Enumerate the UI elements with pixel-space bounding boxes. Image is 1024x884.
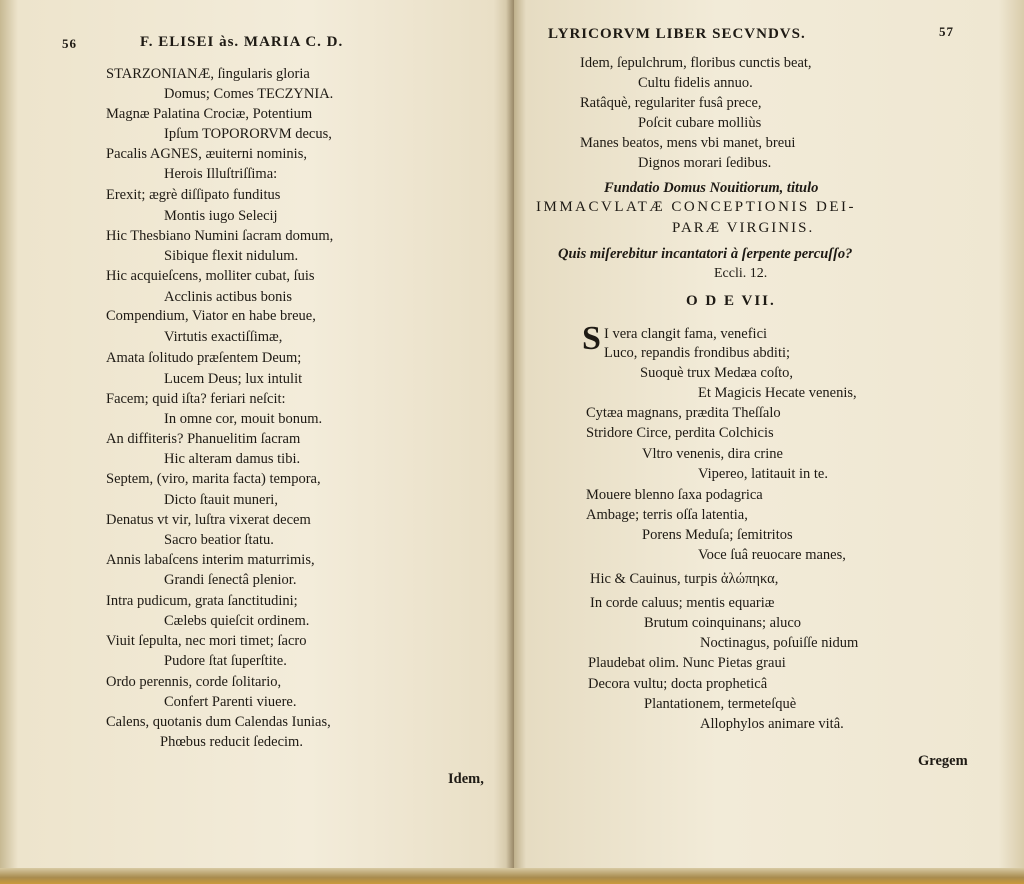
epigraph-reference: Eccli. 12. <box>714 266 768 281</box>
verse-line: I vera clangit fama, venefici <box>604 326 768 342</box>
text-line: An diffiteris? Phanuelitim ſacram <box>106 431 301 447</box>
drop-cap: S <box>582 320 601 357</box>
running-head: LYRICORVM LIBER SECVNDVS. <box>548 26 806 42</box>
verse-line: Allophylos animare vitâ. <box>700 716 844 732</box>
text-line: Dignos morari ſedibus. <box>638 155 772 171</box>
right-page <box>514 0 1024 884</box>
text-line: Pudore ſtat ſuperſtite. <box>164 653 287 669</box>
page-number: 56 <box>62 36 77 51</box>
text-line: Dicto ſtauit muneri, <box>164 492 278 508</box>
text-line: STARZONIANÆ, ſingularis gloria <box>106 66 310 82</box>
running-head: F. ELISEI às. MARIA C. D. <box>140 34 344 50</box>
text-line: Cultu fidelis annuo. <box>638 75 753 91</box>
text-line: Intra pudicum, grata ſanctitudini; <box>106 593 298 609</box>
verse-line: Brutum coinquinans; aluco <box>644 615 802 631</box>
text-line: Domus; Comes TECZYNIA. <box>164 86 334 102</box>
epigraph: Quis miſerebitur incantatori à ſerpente percuſſo? <box>558 246 853 262</box>
text-line: Magnæ Palatina Crociæ, Potentium <box>106 106 313 122</box>
verse-line: Luco, repandis frondibus abditi; <box>604 345 791 361</box>
text-line: Grandi ſenectâ plenior. <box>164 572 297 588</box>
text-line: Sibique flexit nidulum. <box>164 248 299 264</box>
verse-line: In corde caluus; mentis equariæ <box>590 595 775 611</box>
text-line: Septem, (viro, marita facta) tempora, <box>106 471 321 487</box>
text-line: In omne cor, mouit bonum. <box>164 411 323 427</box>
verse-line: Decora vultu; docta propheticâ <box>588 676 768 692</box>
verse-line: Vltro venenis, dira crine <box>642 446 783 462</box>
text-line: Ordo perennis, corde ſolitario, <box>106 674 282 690</box>
text-line: Phœbus reducit ſedecim. <box>160 734 303 750</box>
catchword: Idem, <box>448 771 484 787</box>
text-line: Acclinis actibus bonis <box>164 289 293 305</box>
text-line: Pacalis AGNES, æuiterni nominis, <box>106 146 307 162</box>
dedication-title-2: PARÆ VIRGINIS. <box>672 220 815 236</box>
catchword: Gregem <box>918 753 968 769</box>
ode-title: O D E VII. <box>686 293 776 309</box>
text-line: Facem; quid iſta? feriari neſcit: <box>106 391 286 407</box>
text-line: Virtutis exactiſſimæ, <box>164 329 283 345</box>
verse-line: Cytæa magnans, prædita Theſſalo <box>586 405 781 421</box>
text-line: Hic alteram damus tibi. <box>164 451 301 467</box>
verse-line: Vipereo, latitauit in te. <box>698 466 828 482</box>
foundation-subheading: Fundatio Domus Nouitiorum, titulo <box>604 180 819 196</box>
text-line: Amata ſolitudo præſentem Deum; <box>106 350 302 366</box>
text-line: Montis iugo Selecij <box>164 208 278 224</box>
text-line: Cælebs quieſcit ordinem. <box>164 613 310 629</box>
verse-line: Suoquè trux Medæa coſto, <box>640 365 794 381</box>
text-line: Ratâquè, regulariter fusâ prece, <box>580 95 762 111</box>
text-line: Annis labaſcens interim maturrimis, <box>106 552 315 568</box>
text-line: Manes beatos, mens vbi manet, breui <box>580 135 796 151</box>
verse-line: Ambage; terris oſſa latentia, <box>586 507 748 523</box>
verse-line: Porens Meduſa; ſemitritos <box>642 527 793 543</box>
dedication-title: IMMACVLATÆ CONCEPTIONIS DEI- <box>536 199 856 215</box>
book-bottom-edge <box>0 868 1024 884</box>
text-line: Erexit; ægrè diſſipato funditus <box>106 187 281 203</box>
text-line: Sacro beatior ſtatu. <box>164 532 274 548</box>
text-line: Denatus vt vir, luſtra vixerat decem <box>106 512 311 528</box>
verse-line: Stridore Circe, perdita Colchicis <box>586 425 774 441</box>
text-line: Compendium, Viator en habe breue, <box>106 308 316 324</box>
verse-line: Plantationem, termeteſquè <box>644 696 797 712</box>
text-line: Confert Parenti viuere. <box>164 694 297 710</box>
verse-line: Noctinagus, poſuiſſe nidum <box>700 635 859 651</box>
verse-line: Mouere blenno ſaxa podagrica <box>586 487 763 503</box>
text-line: Idem, ſepulchrum, floribus cunctis beat, <box>580 55 812 71</box>
text-line: Lucem Deus; lux intulit <box>164 371 303 387</box>
text-line: Hic Thesbiano Numini ſacram domum, <box>106 228 334 244</box>
verse-line: Et Magicis Hecate venenis, <box>698 385 857 401</box>
verse-line: Hic & Cauinus, turpis ἀλώπηκα, <box>590 571 779 587</box>
text-line: Viuit ſepulta, nec mori timet; ſacro <box>106 633 307 649</box>
verse-line: Voce ſuâ reuocare manes, <box>698 547 846 563</box>
verse-line: Plaudebat olim. Nunc Pietas graui <box>588 655 786 671</box>
text-line: Ipſum TOPORORVM decus, <box>164 126 332 142</box>
text-line: Poſcit cubare molliùs <box>638 115 762 131</box>
text-line: Herois Illuſtriſſima: <box>164 166 278 182</box>
text-line: Hic acquieſcens, molliter cubat, ſuis <box>106 268 315 284</box>
page-number: 57 <box>939 24 954 39</box>
text-line: Calens, quotanis dum Calendas Iunias, <box>106 714 331 730</box>
